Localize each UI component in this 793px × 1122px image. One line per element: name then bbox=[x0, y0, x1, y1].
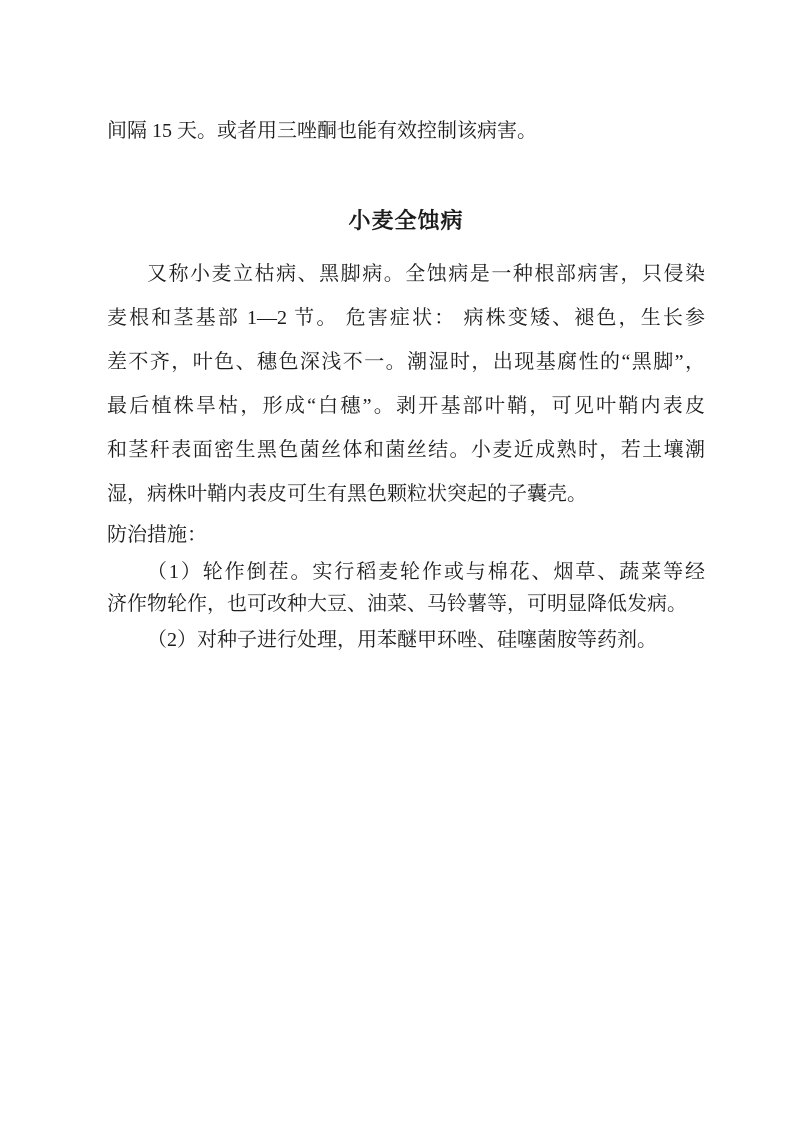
body-line: 麦根和茎基部 1—2 节。 危害症状： 病株变矮、褪色，生长参 bbox=[107, 307, 705, 329]
body-line: 和茎秆表面密生黑色菌丝体和菌丝结。小麦近成熟时，若土壤潮 bbox=[107, 439, 705, 461]
measure-item-2: （2）对种子进行处理，用苯醚甲环唑、硅噻菌胺等药剂。 bbox=[147, 629, 657, 651]
continuation-paragraph-line: 间隔 15 天。或者用三唑酮也能有效控制该病害。 bbox=[107, 120, 537, 142]
section-heading: 小麦全蚀病 bbox=[348, 208, 464, 233]
symptoms-paragraph bbox=[107, 252, 705, 516]
body-line: 又称小麦立枯病、黑脚病。全蚀病是一种根部病害，只侵染 bbox=[147, 263, 705, 285]
body-line: 差不齐，叶色、穗色深浅不一。潮湿时，出现基腐性的“黑脚”， bbox=[107, 351, 705, 373]
body-line: 最后植株旱枯，形成“白穗”。剥开基部叶鞘，可见叶鞘内表皮 bbox=[107, 395, 705, 417]
body-line: （1）轮作倒茬。实行稻麦轮作或与棉花、烟草、蔬菜等经 bbox=[147, 561, 705, 583]
body-line: 济作物轮作，也可改种大豆、油菜、马铃薯等，可明显降低发病。 bbox=[107, 593, 687, 615]
measure-item-1 bbox=[107, 556, 705, 620]
body-line: 湿，病株叶鞘内表皮可生有黑色颗粒状突起的子囊壳。 bbox=[107, 483, 587, 505]
measures-label: 防治措施： bbox=[107, 524, 207, 546]
